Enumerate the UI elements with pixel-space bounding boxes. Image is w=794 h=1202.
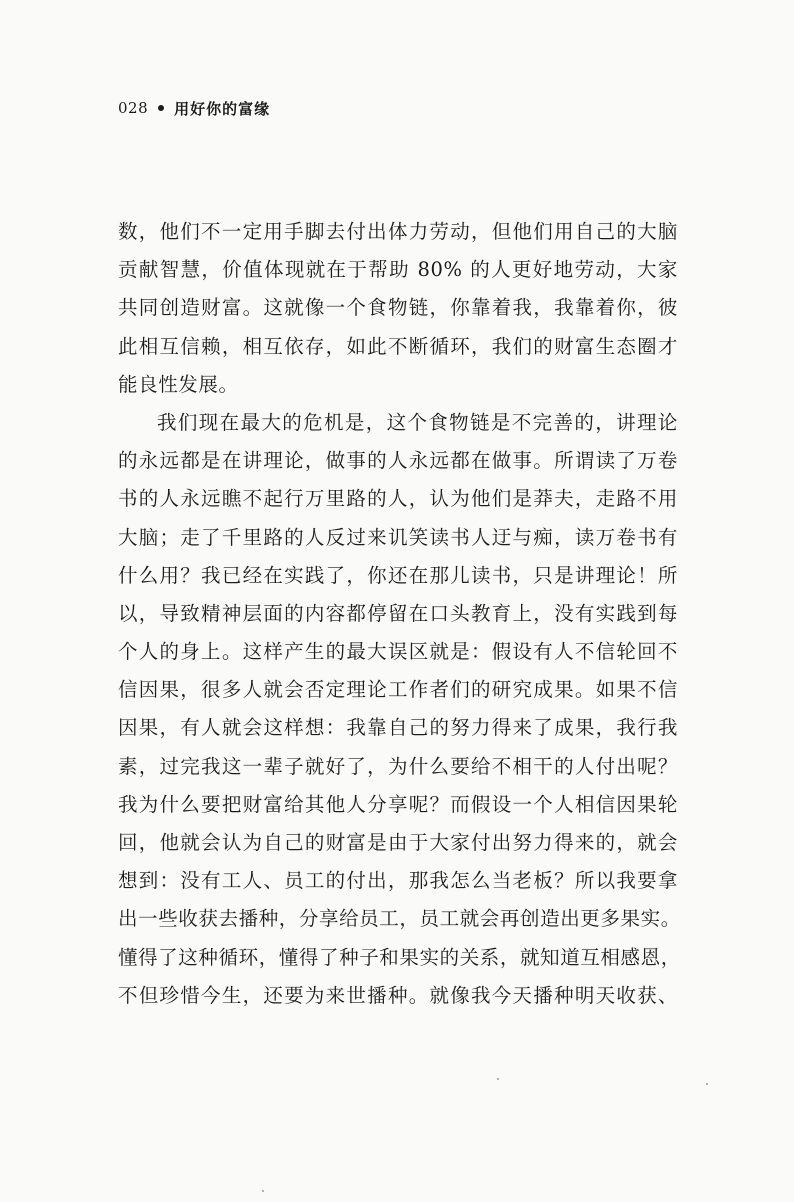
text-line: 懂得了这种循环，懂得了种子和果实的关系，就知道互相感恩，: [118, 945, 681, 969]
scan-speck: [497, 1078, 499, 1080]
running-header: [118, 96, 270, 120]
text-line: 因果，有人就会这样想：我靠自己的努力得来了成果，我行我: [118, 716, 678, 740]
text-line: 书的人永远瞧不起行万里路的人，认为他们是莽夫，走路不用: [118, 487, 678, 511]
text-line: 的永远都是在讲理论，做事的人永远都在做事。所谓读了万卷: [118, 449, 678, 473]
text-line: 素，过完我这一辈子就好了，为什么要给不相干的人付出呢？: [118, 754, 678, 778]
text-line: 出一些收获去播种，分享给员工，员工就会再创造出更多果实。: [118, 907, 681, 931]
text-line: 此相互信赖，相互依存，如此不断循环，我们的财富生态圈才: [118, 334, 678, 358]
text-line: 贡献智慧，价值体现就在于帮助 80% 的人更好地劳动，大家: [118, 258, 678, 282]
text-line: 数，他们不一定用手脚去付出体力劳动，但他们用自己的大脑: [118, 220, 678, 243]
text-line: 什么用？我已经在实践了，你还在那儿读书，只是讲理论！所: [118, 563, 678, 587]
bullet-separator-icon: [158, 105, 164, 111]
paragraph: [118, 404, 681, 1015]
text-line: 我们现在最大的危机是，这个食物链是不完善的，讲理论: [157, 410, 678, 434]
text-line: 回，他就会认为自己的财富是由于大家付出努力得来的，就会: [118, 831, 678, 854]
text-line: 大脑；走了千里路的人反过来讥笑读书人迂与痴，读万卷书有: [118, 525, 678, 549]
scan-speck: [706, 1083, 708, 1085]
text-line: 我为什么要把财富给其他人分享呢？而假设一个人相信因果轮: [118, 792, 678, 816]
text-line: 信因果，很多人就会否定理论工作者们的研究成果。如果不信: [118, 678, 678, 702]
text-line: 以，导致精神层面的内容都停留在口头教育上，没有实践到每: [118, 601, 678, 625]
scan-speck: [262, 1190, 264, 1192]
text-line: 能良性发展。: [118, 372, 239, 396]
text-line: 想到：没有工人、员工的付出，那我怎么当老板？所以我要拿: [118, 869, 678, 893]
body-text: [118, 213, 681, 1015]
text-line: 个人的身上。这样产生的最大误区就是：假设有人不信轮回不: [118, 640, 678, 664]
page-number: 028: [118, 99, 149, 117]
text-line: 共同创造财富。这就像一个食物链，你靠着我，我靠着你，彼: [118, 296, 678, 320]
text-line: 不但珍惜今生，还要为来世播种。就像我今天播种明天收获、: [118, 983, 678, 1007]
book-title: 用好你的富缘: [174, 99, 271, 118]
paragraph: [118, 213, 678, 404]
